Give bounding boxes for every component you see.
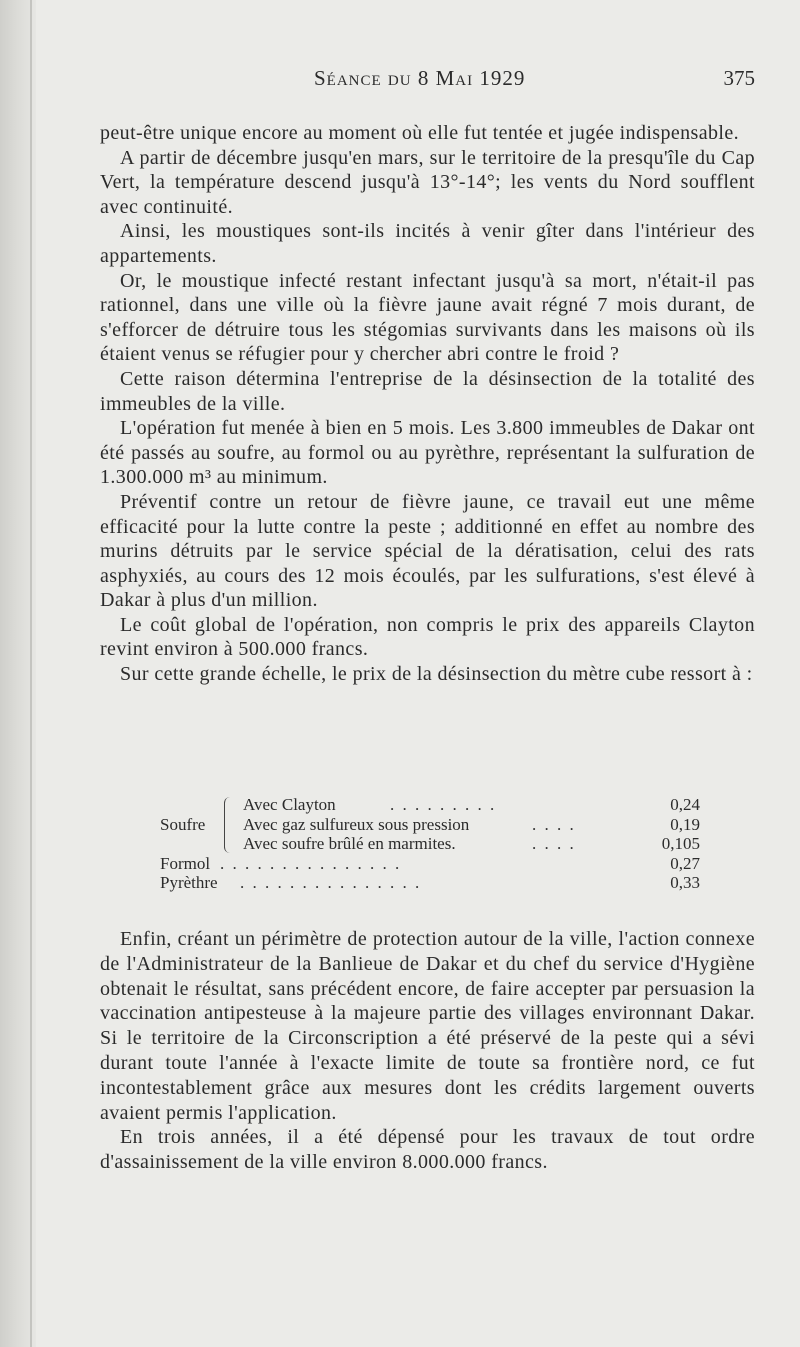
paragraph: Ainsi, les moustiques sont-ils incités à venir gîter dans l'intérieur des appartements. xyxy=(100,220,755,267)
row-label: Avec gaz sulfureux sous pression xyxy=(243,814,470,834)
dot-leader: . . . . . . . . . . . . . . . xyxy=(240,873,422,892)
row-label: Avec Clayton xyxy=(243,795,336,814)
row-label: Pyrèthre xyxy=(160,873,218,892)
paragraph: peut-être unique encore au moment où elle fut tentée et jugée indispensable. xyxy=(100,122,740,144)
dot-leader: . . . . . . . . . xyxy=(390,795,497,814)
row-value: 0,33 xyxy=(670,873,700,892)
row-value: 0,27 xyxy=(670,853,700,873)
paragraph: Cette raison détermina l'entreprise de la désinsection de la totalité des immeubles de la ville. xyxy=(100,367,755,415)
body-text-bottom xyxy=(100,927,755,1175)
cost-table xyxy=(160,795,700,893)
table-row xyxy=(160,795,700,815)
page-number: 375 xyxy=(723,66,755,90)
dot-leader: . . . . xyxy=(532,814,576,834)
row-value: 0,19 xyxy=(670,814,700,834)
body-text-top xyxy=(100,121,755,687)
soufre-group-label: Soufre xyxy=(160,815,206,834)
table-row xyxy=(160,873,700,893)
table-row xyxy=(160,854,700,874)
dot-leader: . . . . . . . . . . . . . . . xyxy=(220,853,402,873)
row-label: Avec soufre brûlé en marmites. xyxy=(243,834,456,853)
dot-leader: . . . . xyxy=(532,834,576,853)
row-value: 0,105 xyxy=(661,834,700,853)
paragraph: Préventif contre un retour de fièvre jaune, ce travail eut une même efficacité pour la lutte contre la peste ; additionné en effet au nombre des murins détruits par le service spécial de la dératisation, celui des rats asphyxiés, au cours des 12 mois écoulés, par les sulfurations, s'est élevé à Dakar à plus d'un million. xyxy=(100,490,755,612)
table-row xyxy=(160,815,700,835)
row-value: 0,24 xyxy=(670,795,700,814)
table-row xyxy=(160,834,700,854)
paragraph: Le coût global de l'opération, non compris le prix des appareils Clayton revint environ à 500.000 francs. xyxy=(100,613,755,661)
paragraph: A partir de décembre jusqu'en mars, sur le territoire de la presqu'île du Cap Vert, la température descend jusqu'à 13°-14°; les vents du Nord soufflent avec continuité. xyxy=(100,146,755,218)
page-header xyxy=(100,66,755,100)
running-title: Séance du 8 Mai 1929 xyxy=(314,66,526,90)
binding-edge-line xyxy=(30,0,32,1347)
paragraph: Or, le moustique infecté restant infectant jusqu'à sa mort, n'était-il pas rationnel, dans une ville où la fièvre jaune avait régné 7 mois durant, de s'efforcer de détruire tous les stégomias survivants dans les maisons où ils étaient venus se réfugier pour y chercher abri contre le froid ? xyxy=(100,269,755,366)
paragraph: L'opération fut menée à bien en 5 mois. Les 3.800 immeubles de Dakar ont été passés au soufre, au formol ou au pyrèthre, représentant la sulfuration de 1.300.000 m³ au minimum. xyxy=(100,417,755,489)
paragraph: Enfin, créant un périmètre de protection autour de la ville, l'action connexe de l'Administrateur de la Banlieue de Dakar et du chef du service d'Hygiène obtenait le résultat, sans précédent encore, de faire accepter par persuasion la vaccination antipesteuse à la majeure partie des villages environnant Dakar. Si le territoire de la Circonscription a été préservé de la peste qui a sévi durant toute l'année à l'exacte limite de toute sa frontière nord, ce fut incontestablement grâce aux mesures dont les crédits largement ouverts avaient permis l'application. xyxy=(100,928,755,1124)
row-label: Formol xyxy=(160,853,211,873)
paragraph: Sur cette grande échelle, le prix de la désinsection du mètre cube ressort à : xyxy=(120,663,753,686)
paragraph: En trois années, il a été dépensé pour les travaux de tout ordre d'assainissement de la ville environ 8.000.000 francs. xyxy=(100,1126,755,1174)
